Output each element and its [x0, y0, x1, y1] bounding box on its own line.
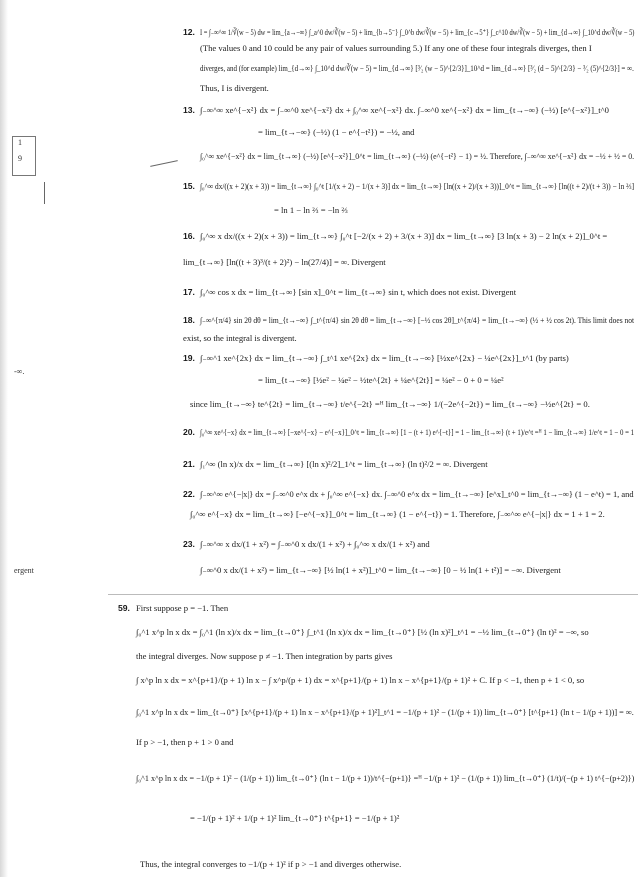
problem-19-line-3: since lim_{t→−∞} te^{2t} = lim_{t→−∞} t/e^{−2t} =ᴴ lim_{t→−∞} 1/(−2e^{−2t}) = lim_{t→−∞} −½e^{2t} = 0. [190, 399, 590, 409]
problem-59-line-5: ∫₀^1 x^p ln x dx = lim_{t→0⁺} [x^{p+1}/(p + 1) ln x − x^{p+1}/(p + 1)²]_t^1 = −1/(p + 1)² − (1/(p + 1)) lim_{t→0⁺} [t^{p+1} (ln t − 1/(p + 1))] = ∞. [136, 707, 634, 717]
problem-59-line-8: = −1/(p + 1)² + 1/(p + 1)² lim_{t→0⁺} t^{p+1} = −1/(p + 1)² [190, 813, 400, 823]
problem-23-line-1: ∫₋∞^∞ x dx/(1 + x²) = ∫₋∞^0 x dx/(1 + x²) + ∫₀^∞ x dx/(1 + x²) and [200, 539, 430, 549]
problem-number-59: 59. [118, 603, 130, 613]
problem-17-line-1: ∫₀^∞ cos x dx = lim_{t→∞} [sin x]_0^t = lim_{t→∞} sin t, which does not exist. Divergent [200, 287, 517, 297]
section-divider [108, 594, 638, 595]
problem-19-line-1: ∫₋∞^1 xe^{2x} dx = lim_{t→−∞} ∫_t^1 xe^{2x} dx = lim_{t→−∞} [½xe^{2x} − ¼e^{2x}]_t^1 (by parts) [200, 353, 569, 363]
problem-21-line-1: ∫₁^∞ (ln x)/x dx = lim_{t→∞} [(ln x)²/2]_1^t = lim_{t→∞} (ln t)²/2 = ∞. Divergent [200, 459, 488, 469]
problem-59-line-9: Thus, the integral converges to −1/(p + 1)² if p > −1 and diverges otherwise. [140, 859, 402, 869]
margin-note-9: 9 [18, 154, 22, 163]
problem-22-line-1: ∫₋∞^∞ e^{−|x|} dx = ∫₋∞^0 e^x dx + ∫₀^∞ e^{−x} dx. ∫₋∞^0 e^x dx = lim_{t→−∞} [e^x]_t^0 = lim_{t→−∞} (1 − e^t) = 1, and [200, 489, 634, 499]
problem-number-15: 15. [183, 181, 195, 191]
problem-18-line-2: exist, so the integral is divergent. [183, 333, 297, 343]
problem-13-line-1: ∫₋∞^∞ xe^{−x²} dx = ∫₋∞^0 xe^{−x²} dx + ∫₀^∞ xe^{−x²} dx. ∫₋∞^0 xe^{−x²} dx = lim_{t→−∞} (−½) [e^{−x²}]_t^0 [200, 105, 609, 115]
problem-59-line-3: the integral diverges. Now suppose p ≠ −1. Then integration by parts gives [136, 651, 393, 661]
problem-15-line-1: ∫₀^∞ dx/((x + 2)(x + 3)) = lim_{t→∞} ∫₀^t [1/(x + 2) − 1/(x + 3)] dx = lim_{t→∞} [ln((x + 2)/(x + 3))]_0^t = lim_{t→∞} [ln((t + 2)/(t + 3)) − ln ⅔] [200, 181, 635, 191]
problem-22-line-2: ∫₀^∞ e^{−x} dx = lim_{t→∞} [−e^{−x}]_0^t = lim_{t→∞} (1 − e^{−t}) = 1. Therefore, ∫₋∞^∞ e^{−|x|} dx = 1 + 1 = 2. [190, 509, 605, 519]
problem-number-22: 22. [183, 489, 195, 499]
problem-number-16: 16. [183, 231, 195, 241]
problem-15-line-2: = ln 1 − ln ⅔ = −ln ⅔ [274, 205, 348, 215]
problem-number-17: 17. [183, 287, 195, 297]
problem-number-19: 19. [183, 353, 195, 363]
problem-19-line-2: = lim_{t→−∞} [½e² − ¼e² − ½te^{2t} + ¼e^{2t}] = ¼e² − 0 + 0 = ¼e² [258, 375, 504, 385]
problem-20-line-1: ∫₀^∞ xe^{−x} dx = lim_{t→∞} [−xe^{−x} − e^{−x}]_0^t = lim_{t→∞} [1 − (t + 1) e^{−t}] = 1 − lim_{t→∞} (t + 1)/e^t =ᴴ 1 − lim_{t→∞} 1/e^t = 1 − 0 = 1 [200, 427, 635, 437]
problem-16-line-1: ∫₀^∞ x dx/((x + 2)(x + 3)) = lim_{t→∞} ∫₀^t [−2/(x + 2) + 3/(x + 3)] dx = lim_{t→∞} [3 ln(x + 3) − 2 ln(x + 2)]_0^t = [200, 231, 608, 241]
problem-23-line-2: ∫₋∞^0 x dx/(1 + x²) = lim_{t→−∞} [½ ln(1 + x²)]_t^0 = lim_{t→−∞} [0 − ½ ln(1 + t²)] = −∞. Divergent [200, 565, 561, 575]
problem-59-line-7: ∫₀^1 x^p ln x dx = −1/(p + 1)² − (1/(p + 1)) lim_{t→0⁺} (ln t − 1/(p + 1))/t^{−(p+1)} =ᴴ −1/(p + 1)² − (1/(p + 1)) lim_{t→0⁺} (1/t)/(−(p + 1) t^{−(p+2)}) [136, 773, 635, 783]
margin-note-1: 1 [18, 138, 22, 147]
problem-12-line-2: (The values 0 and 10 could be any pair of values surrounding 5.) If any one of these four integrals diverges, then I [200, 43, 592, 53]
problem-number-21: 21. [183, 459, 195, 469]
problem-13-line-3: ∫₀^∞ xe^{−x²} dx = lim_{t→∞} (−½) [e^{−x²}]_0^t = lim_{t→∞} (−½) (e^{−t²} − 1) = ½. Therefore, ∫₋∞^∞ xe^{−x²} dx = −½ + ½ = 0. [200, 151, 635, 161]
problem-number-12: 12. [183, 27, 195, 37]
problem-59-line-6: If p > −1, then p + 1 > 0 and [136, 737, 234, 747]
scan-edge-shadow [0, 0, 8, 877]
problem-12-line-4: Thus, I is divergent. [200, 83, 269, 93]
problem-number-18: 18. [183, 315, 195, 325]
problem-number-20: 20. [183, 427, 195, 437]
margin-note-neg-inf: -∞. [14, 367, 25, 376]
margin-tab [12, 136, 36, 176]
problem-12-line-1: I = ∫₋∞^∞ 1/∛(w − 5) dw = lim_{a→−∞} ∫_a^0 dw/∛(w − 5) + lim_{b→5⁻} ∫_0^b dw/∛(w − 5) + lim_{c→5⁺} ∫_c^10 dw/∛(w − 5) + lim_{d→∞} ∫_10^d dw/∛(w − 5) [200, 27, 635, 37]
problem-16-line-2: lim_{t→∞} [ln((t + 3)³/(t + 2)²) − ln(27/4)] = ∞. Divergent [183, 257, 386, 267]
problem-59-line-2: ∫₀^1 x^p ln x dx = ∫₀^1 (ln x)/x dx = lim_{t→0⁺} ∫_t^1 (ln x)/x dx = lim_{t→0⁺} [½ (ln x)²]_t^1 = −½ lim_{t→0⁺} (ln t)² = −∞, so [136, 627, 589, 637]
margin-note-ergent: ergent [14, 566, 34, 575]
problem-13-line-2: = lim_{t→−∞} (−½) (1 − e^{−t²}) = −½, and [258, 127, 415, 137]
problem-59-line-1: First suppose p = −1. Then [136, 603, 229, 613]
margin-rule [44, 182, 45, 204]
problem-12-line-3: diverges, and (for example) lim_{d→∞} ∫_10^d dw/∛(w − 5) = lim_{d→∞} [³⁄₂ (w − 5)^{2/3}]_10^d = lim_{d→∞} [³⁄₂ (d − 5)^{2/3} − ³⁄₂ (5)^{2/3}] = ∞. [200, 63, 634, 73]
problem-18-line-1: ∫₋∞^{π/4} sin 2θ dθ = lim_{t→−∞} ∫_t^{π/4} sin 2θ dθ = lim_{t→−∞} [−½ cos 2θ]_t^{π/4} = lim_{t→−∞} (½ + ½ cos 2t). This limit does not [200, 315, 635, 325]
problem-number-23: 23. [183, 539, 195, 549]
problem-number-13: 13. [183, 105, 195, 115]
problem-59-line-4: ∫ x^p ln x dx = x^{p+1}/(p + 1) ln x − ∫ x^p/(p + 1) dx = x^{p+1}/(p + 1) ln x − x^{p+1}/(p + 1)² + C. If p < −1, then p + 1 < 0, so [136, 675, 585, 685]
margin-curve [150, 160, 178, 167]
